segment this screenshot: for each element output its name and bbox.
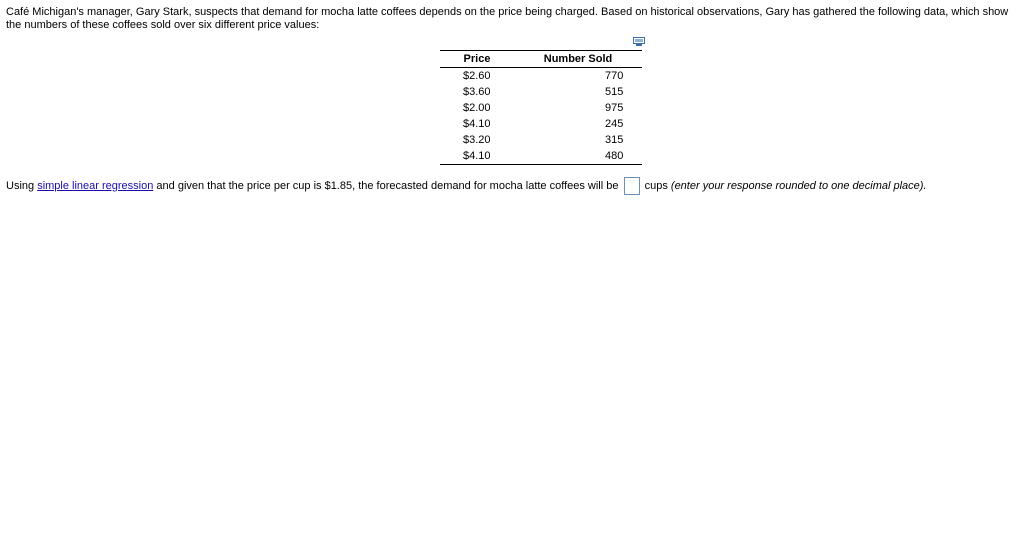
- number-sold-header: Number Sold: [514, 51, 642, 68]
- table-row: [440, 116, 642, 132]
- forecast-answer-input[interactable]: [624, 177, 640, 195]
- table-header-row: [440, 51, 642, 68]
- table-row: [440, 148, 642, 165]
- question-text-middle: and given that the price per cup is $1.85, the forecasted demand for mocha latte coffees will be: [153, 180, 622, 192]
- number-sold-cell: 770: [605, 70, 624, 82]
- number-sold-cell: 315: [605, 134, 624, 146]
- rounding-hint: (enter your response rounded to one decimal place).: [670, 180, 927, 192]
- price-cell: $4.10: [463, 118, 491, 130]
- problem-statement: Café Michigan's manager, Gary Stark, suspects that demand for mocha latte coffees depends on the price being charged. Based on historical observations, Gary has gathered the following data, which show the numbers of these coffees sold over six different price values:: [6, 6, 1009, 31]
- number-sold-cell: 975: [605, 102, 624, 114]
- price-demand-table: [440, 50, 642, 165]
- price-cell: $3.60: [463, 86, 491, 98]
- question-line: [6, 177, 927, 195]
- question-text-start: Using: [6, 180, 38, 192]
- table-row: [440, 68, 642, 85]
- price-header: Price: [440, 51, 514, 68]
- price-cell: $2.00: [463, 102, 491, 114]
- table-row: [440, 100, 642, 116]
- price-cell: $3.20: [463, 134, 491, 146]
- number-sold-cell: 515: [605, 86, 624, 98]
- simple-linear-regression-link[interactable]: simple linear regression: [37, 180, 154, 192]
- number-sold-cell: 245: [605, 118, 624, 130]
- price-cell: $2.60: [463, 70, 491, 82]
- price-cell: $4.10: [440, 148, 514, 165]
- unit-label: cups: [641, 180, 671, 192]
- number-sold-cell: 480: [514, 148, 642, 165]
- copy-data-icon[interactable]: [633, 37, 645, 47]
- table-row: [440, 132, 642, 148]
- table-row: [440, 84, 642, 100]
